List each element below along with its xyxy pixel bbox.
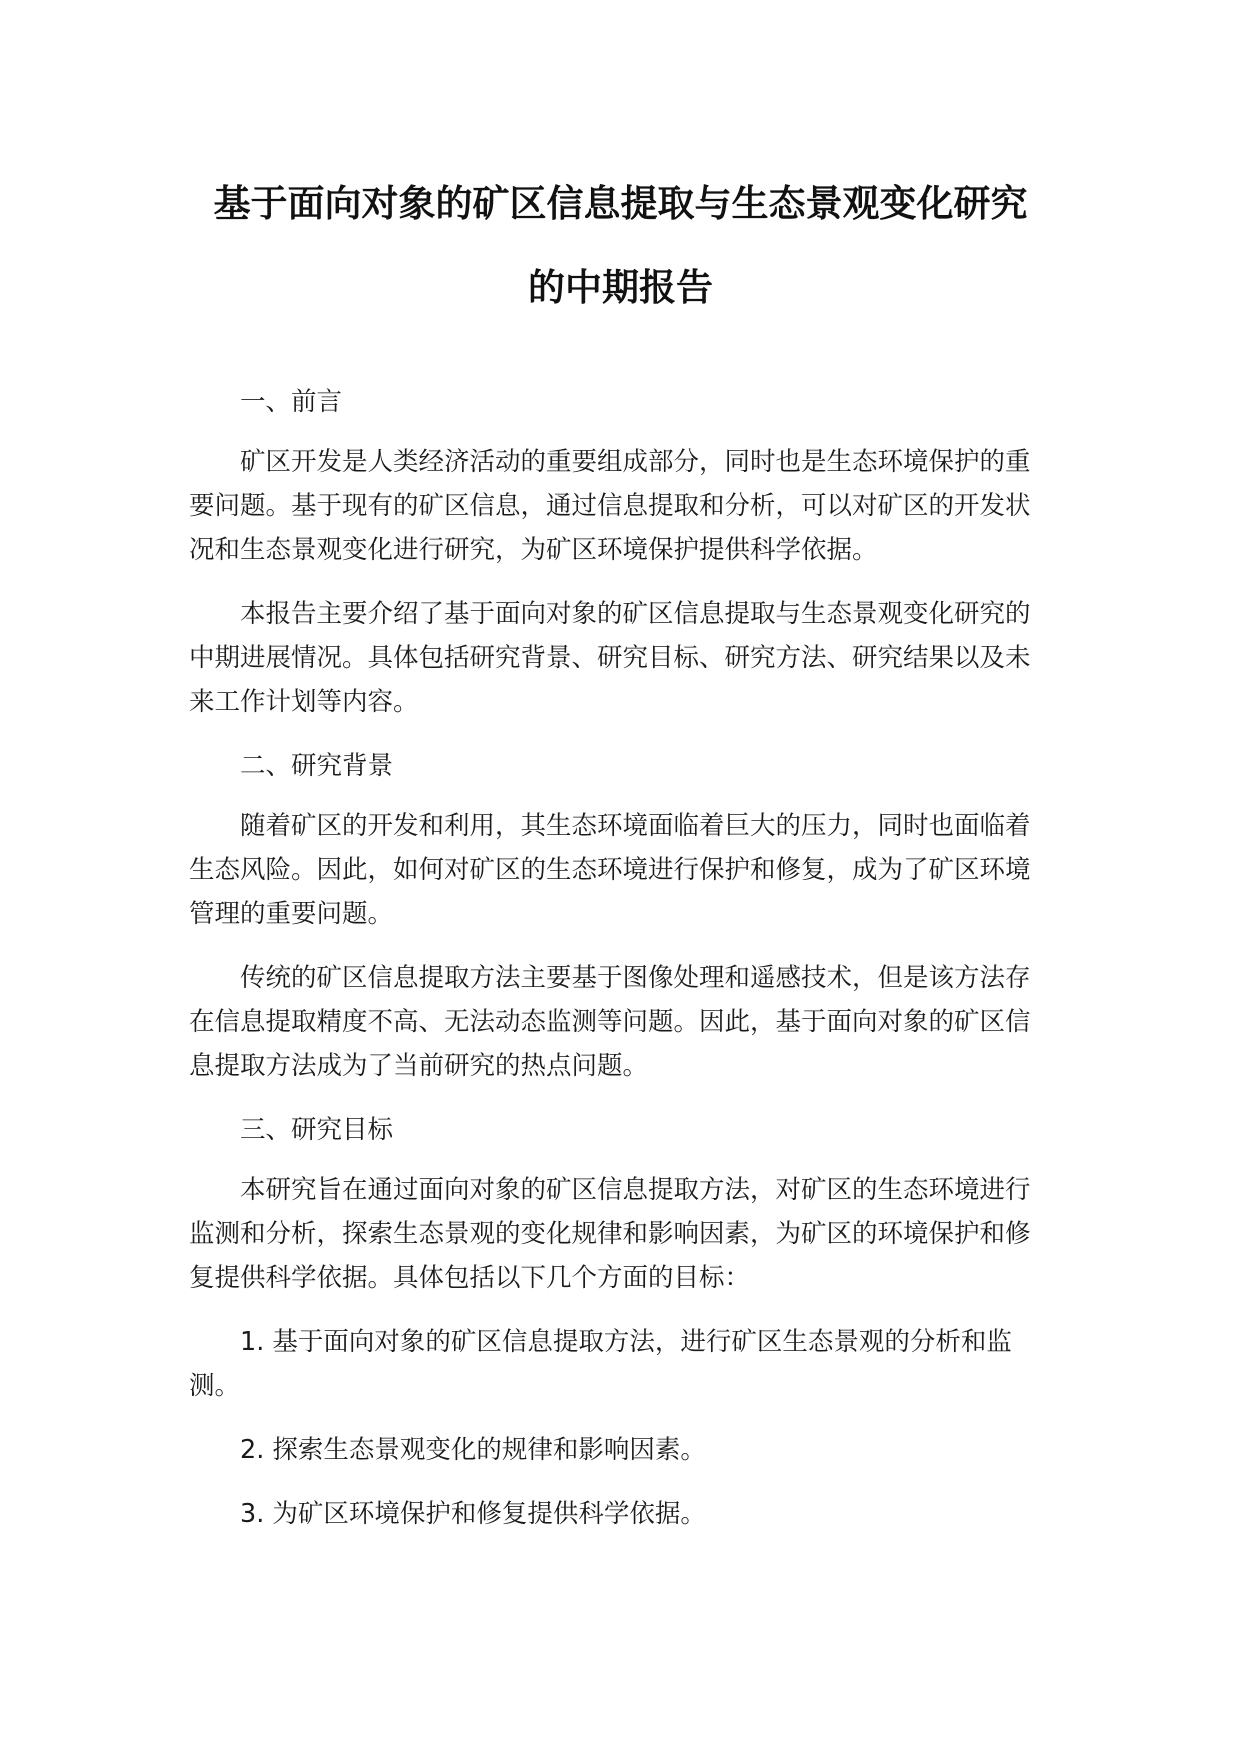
paragraph: 随着矿区的开发和利用，其生态环境面临着巨大的压力，同时也面临着生态风险。因此，如何对矿区的生态环境进行保护和修复，成为了矿区环境管理的重要问题。 <box>189 811 1031 929</box>
list-item: 3. 为矿区环境保护和修复提供科学依据。 <box>240 1499 706 1529</box>
list-item: 2. 探索生态景观变化的规律和影响因素。 <box>240 1435 706 1465</box>
document-title-line-2: 的中期报告 <box>528 266 713 309</box>
list-item: 1. 基于面向对象的矿区信息提取方法，进行矿区生态景观的分析和监测。 <box>189 1327 1012 1401</box>
document-body <box>189 380 1042 1556</box>
section-heading-preface: 一、前言 <box>240 387 343 417</box>
paragraph: 矿区开发是人类经济活动的重要组成部分，同时也是生态环境保护的重要问题。基于现有的矿区信息，通过信息提取和分析，可以对矿区的开发状况和生态景观变化进行研究，为矿区环境保护提供科学依据。 <box>189 447 1031 565</box>
section-heading-objectives: 三、研究目标 <box>240 1115 394 1145</box>
paragraph: 本研究旨在通过面向对象的矿区信息提取方法，对矿区的生态环境进行监测和分析，探索生态景观的变化规律和影响因素，为矿区的环境保护和修复提供科学依据。具体包括以下几个方面的目标： <box>189 1175 1031 1293</box>
paragraph: 传统的矿区信息提取方法主要基于图像处理和遥感技术，但是该方法存在信息提取精度不高、无法动态监测等问题。因此，基于面向对象的矿区信息提取方法成为了当前研究的热点问题。 <box>189 963 1031 1081</box>
paragraph: 本报告主要介绍了基于面向对象的矿区信息提取与生态景观变化研究的中期进展情况。具体包括研究背景、研究目标、研究方法、研究结果以及未来工作计划等内容。 <box>189 599 1031 717</box>
document-title-line-1: 基于面向对象的矿区信息提取与生态景观变化研究 <box>213 182 1028 225</box>
section-heading-background: 二、研究背景 <box>240 751 394 781</box>
